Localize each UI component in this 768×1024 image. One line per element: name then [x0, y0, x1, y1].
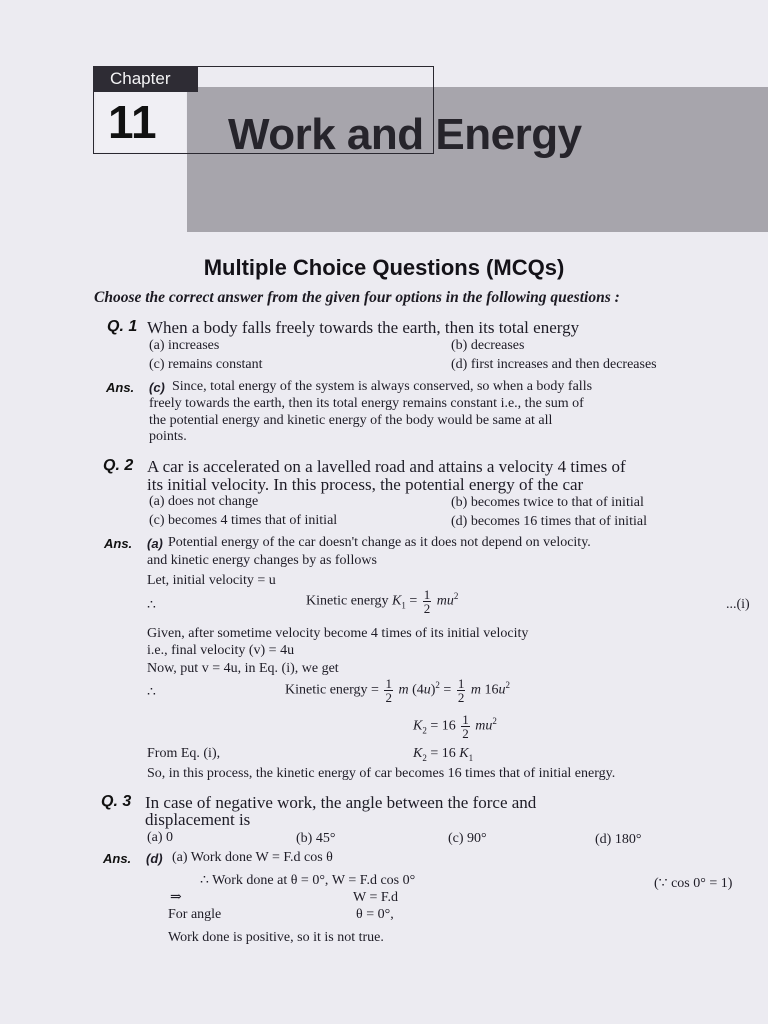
question-2-text: A car is accelerated on a lavelled road and attains a velocity 4 times of	[147, 457, 626, 476]
w-equation: W = F.d	[353, 890, 399, 905]
now-line: Now, put v = 4u, in Eq. (i), we get	[147, 661, 339, 676]
q2-option-b: (b) becomes twice to that of initial	[451, 495, 644, 510]
q1-option-a: (a) increases	[149, 338, 220, 353]
kinetic-energy-equation: Kinetic energy $K_1$ = $\frac{1}{2}$ $mu^2$	[306, 587, 459, 616]
for-angle-label: For angle	[168, 907, 222, 922]
question-2-label: Q. 2	[103, 457, 134, 474]
q1-answer-line: freely towards the earth, then its total energy remains constant i.e., the sum of	[149, 396, 584, 411]
chapter-label: Chapter	[93, 66, 198, 92]
kinetic-energy-expansion: Kinetic energy = $\frac{1}{2}$ m $(4u)^2$ = $\frac{1}{2}$ m $16u^2$	[285, 676, 510, 705]
q1-option-d: (d) first increases and then decreases	[451, 357, 657, 372]
q2-option-d: (d) becomes 16 times that of initial	[451, 514, 647, 529]
conclusion-line: Work done is positive, so it is not true.	[168, 930, 384, 945]
q2-answer-letter: (a)	[147, 536, 163, 551]
work-done-line: (a) Work done W = F.d cos θ	[172, 850, 333, 865]
q2-answer-label: Ans.	[104, 536, 133, 551]
question-3-text: In case of negative work, the angle between the force and	[145, 793, 537, 812]
q3-option-d: (d) 180°	[595, 832, 642, 847]
conclusion-line: So, in this process, the kinetic energy of car becomes 16 times that of initial energy.	[147, 766, 616, 781]
q3-option-c: (c) 90°	[448, 831, 487, 846]
work-done-zero-line: ∴ Work done at θ = 0°, W = F.d cos 0°	[200, 873, 416, 888]
k2-result: $K_2 = 16$ $K_1$	[413, 746, 474, 763]
q1-answer-line: points.	[149, 429, 187, 444]
given-line: Given, after sometime velocity become 4 times of its initial velocity	[147, 626, 529, 641]
question-1-text: When a body falls freely towards the earth, then its total energy	[147, 318, 580, 337]
chapter-number: 11	[96, 92, 186, 152]
let-line: Let, initial velocity = u	[147, 573, 276, 588]
ke-label: Kinetic energy	[285, 682, 368, 698]
q2-option-a: (a) does not change	[149, 494, 259, 509]
therefore-symbol: ∴	[147, 685, 156, 700]
q1-answer-label: Ans.	[106, 380, 135, 395]
q1-option-c: (c) remains constant	[149, 357, 263, 372]
therefore-symbol: ∴	[147, 598, 156, 613]
section-heading: Multiple Choice Questions (MCQs)	[203, 255, 565, 280]
theta-equation: θ = 0°,	[356, 907, 394, 922]
q2-answer-line: Potential energy of the car doesn't change as it does not depend on velocity.	[168, 535, 591, 550]
q1-answer-line: the potential energy and kinetic energy of the body would be same at all	[149, 413, 553, 428]
k2-equation: $K_2 = 16$ $\frac{1}{2}$ $mu^2$	[413, 712, 497, 741]
q2-answer-line: and kinetic energy changes by as follows	[147, 553, 377, 568]
ke-label: Kinetic energy	[306, 593, 389, 609]
question-1-label: Q. 1	[107, 318, 138, 335]
instructions: Choose the correct answer from the given four options in the following questions :	[94, 289, 620, 306]
q3-option-b: (b) 45°	[296, 831, 336, 846]
q1-answer-line: Since, total energy of the system is always conserved, so when a body falls	[172, 379, 593, 394]
equation-tag: ...(i)	[726, 597, 750, 612]
q2-option-c: (c) becomes 4 times that of initial	[149, 513, 338, 528]
because-note: (∵ cos 0° = 1)	[654, 876, 733, 891]
question-2-text: its initial velocity. In this process, the potential energy of the car	[147, 475, 584, 494]
from-eq-line: From Eq. (i),	[147, 746, 221, 761]
question-3-text: displacement is	[145, 810, 251, 829]
implies-symbol: ⇒	[170, 890, 182, 905]
question-3-label: Q. 3	[101, 793, 132, 810]
ie-line: i.e., final velocity (v) = 4u	[147, 643, 295, 658]
q3-answer-letter: (d)	[146, 851, 163, 866]
q1-answer-letter: (c)	[149, 380, 165, 395]
q3-option-a: (a) 0	[147, 830, 174, 845]
q3-answer-label: Ans.	[103, 851, 132, 866]
q1-option-b: (b) decreases	[451, 338, 525, 353]
chapter-title: Work and Energy	[228, 110, 582, 159]
